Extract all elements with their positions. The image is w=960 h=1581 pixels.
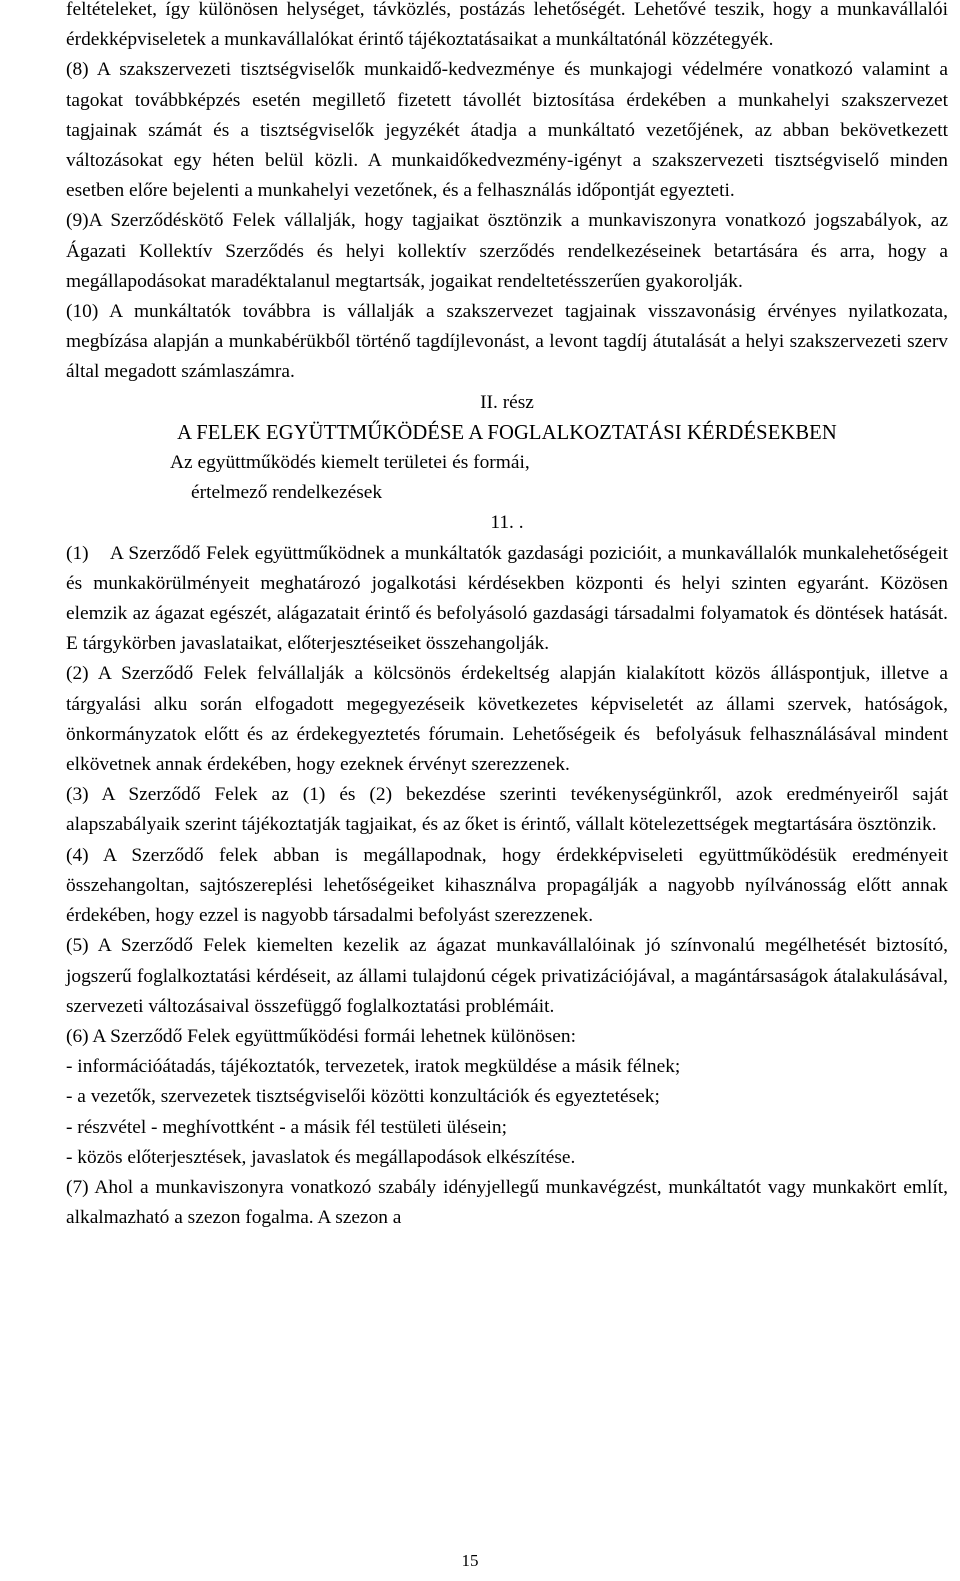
list-item: - közös előterjesztések, javaslatok és megállapodások elkészítése. <box>66 1146 576 1168</box>
list-item: - részvétel - meghívottként - a másik fél testületi ülésein; <box>66 1116 507 1138</box>
section-paragraph-1: (1) A Szerződő Felek együttműködnek a munkáltatók gazdasági pozicióit, a munkavállalók munkalehetőségeit és munkakörülményeit meghatározó jogalkotási kérdésekben központi és helyi szinten egyaránt. Közösen elemzik az ágazat egészét, alágazatait érintő és befolyásoló gazdasági társadalmi folyamatok és döntések hatását. E tárgykörben javaslataikat, előterjesztéseiket összehangolják. <box>66 542 953 655</box>
section-paragraph-6: (6) A Szerződő Felek együttműködési formái lehetnek különösen: <box>66 1025 576 1047</box>
section-paragraph-5: (5) A Szerződő Felek kiemelten kezelik az ágazat munkavállalóinak jó színvonalú megélhetését biztosító, jogszerű foglalkoztatási kérdéseit, az állami tulajdonú cégek privatizációjával, a magántársaságok átalakulásával, szervezeti változásaival összefüggő foglalkoztatási problémáit. <box>66 935 948 1017</box>
section-paragraph-4: (4) A Szerződő felek abban is megállapodnak, hogy érdekképviseleti együttműködésük eredményeit összehangoltan, sajtószereplési lehetőségeiket kihasználva propagálják a nagyobb nyílvánosság előtt annak érdekében, hogy ezzel is nagyobb társadalmi befolyást szerezzenek. <box>66 844 948 927</box>
paragraph-continuation: feltételeket, így különösen helységet, távközlés, postázás lehetőségét. Lehetővé teszik, hogy a munkavállalói érdekképviseletek a munkavállalókat érintő tájékoztatásaikat a munkáltatónál közzétegyék. <box>66 0 948 51</box>
page-number: 15 <box>461 1551 479 1570</box>
section-number: 11. . <box>490 512 524 534</box>
paragraph-10: (10) A munkáltatók továbbra is vállalják a szakszervezet tagjainak visszavonásig érvényes nyilatkozata, megbízása alapján a munkabérükből történő tagdíjlevonást, a levont tagdíj átutalását a helyi szakszervezeti szerv által megadott számlaszámra. <box>66 301 948 383</box>
part-label: II. rész <box>480 391 534 413</box>
list-item: - a vezetők, szervezetek tisztségviselői közötti konzultációk és egyeztetések; <box>66 1086 660 1108</box>
section-subtitle-line-2: értelmező rendelkezések <box>191 482 383 504</box>
part-title: A FELEK EGYÜTTMŰKÖDÉSE A FOGLALKOZTATÁSI KÉRDÉSEKBEN <box>177 421 837 444</box>
paragraph-8: (8) A szakszervezeti tisztségviselők munkaidő-kedvezménye és munkajogi védelmére vonatkozó valamint a tagokat továbbképzés esetén megillető fizetett távollét biztosítása érdekében a munkahelyi szakszervezet tagjainak számát és a tisztségviselők jegyzékét átadja a munkáltató vezetőjének, az abban bekövetkezett változásokat egy héten belül közli. A munkaidőkedvezmény-igényt a szakszervezeti tisztségviselő minden esetben előre bejelenti a munkahelyi vezetőnek, és a felhasználás időpontját egyezteti. <box>66 59 948 202</box>
section-paragraph-3: (3) A Szerződő Felek az (1) és (2) bekezdése szerinti tevékenységünkről, azok eredményeiről saját alapszabályaik szerint tájékoztatják tagjaikat, és az őket is érintő, vállalt kötelezettségek megtartására ösztönzik. <box>66 784 948 836</box>
section-paragraph-7: (7) Ahol a munkaviszonyra vonatkozó szabály idényjellegű munkavégzést, munkáltatót vagy munkakört említ, alkalmazható a szezon fogalma. A szezon a <box>66 1176 948 1229</box>
section-paragraph-2: (2) A Szerződő Felek felvállalják a kölcsönös érdekeltség alapján kialakított közös álláspontjuk, illetve a tárgyalási alku során elfogadott megegyezéseik következetes képviseletét az állami szervek, hatóságok, önkormányzatok előtt és az érdekegyeztetés fórumain. Lehetőségeik és befolyásuk felhasználásával mindent elkövetnek annak érdekében, hogy ezeknek érvényt szerezzenek. <box>66 663 953 776</box>
section-subtitle-line-1: Az együttműködés kiemelt területei és formái, <box>170 452 530 474</box>
document-page <box>66 0 953 1233</box>
paragraph-9: (9)A Szerződéskötő Felek vállalják, hogy tagjaikat ösztönzik a munkaviszonyra vonatkozó jogszabályok, az Ágazati Kollektív Szerződés és helyi kollektív szerződés rendelkezéseinek betartására és arra, hogy a megállapodásokat maradéktalanul megtartsák, jogaikat rendeltetésszerűen gyakorolják. <box>66 210 948 292</box>
list-item: - információátadás, tájékoztatók, tervezetek, iratok megküldése a másik félnek; <box>66 1056 681 1078</box>
